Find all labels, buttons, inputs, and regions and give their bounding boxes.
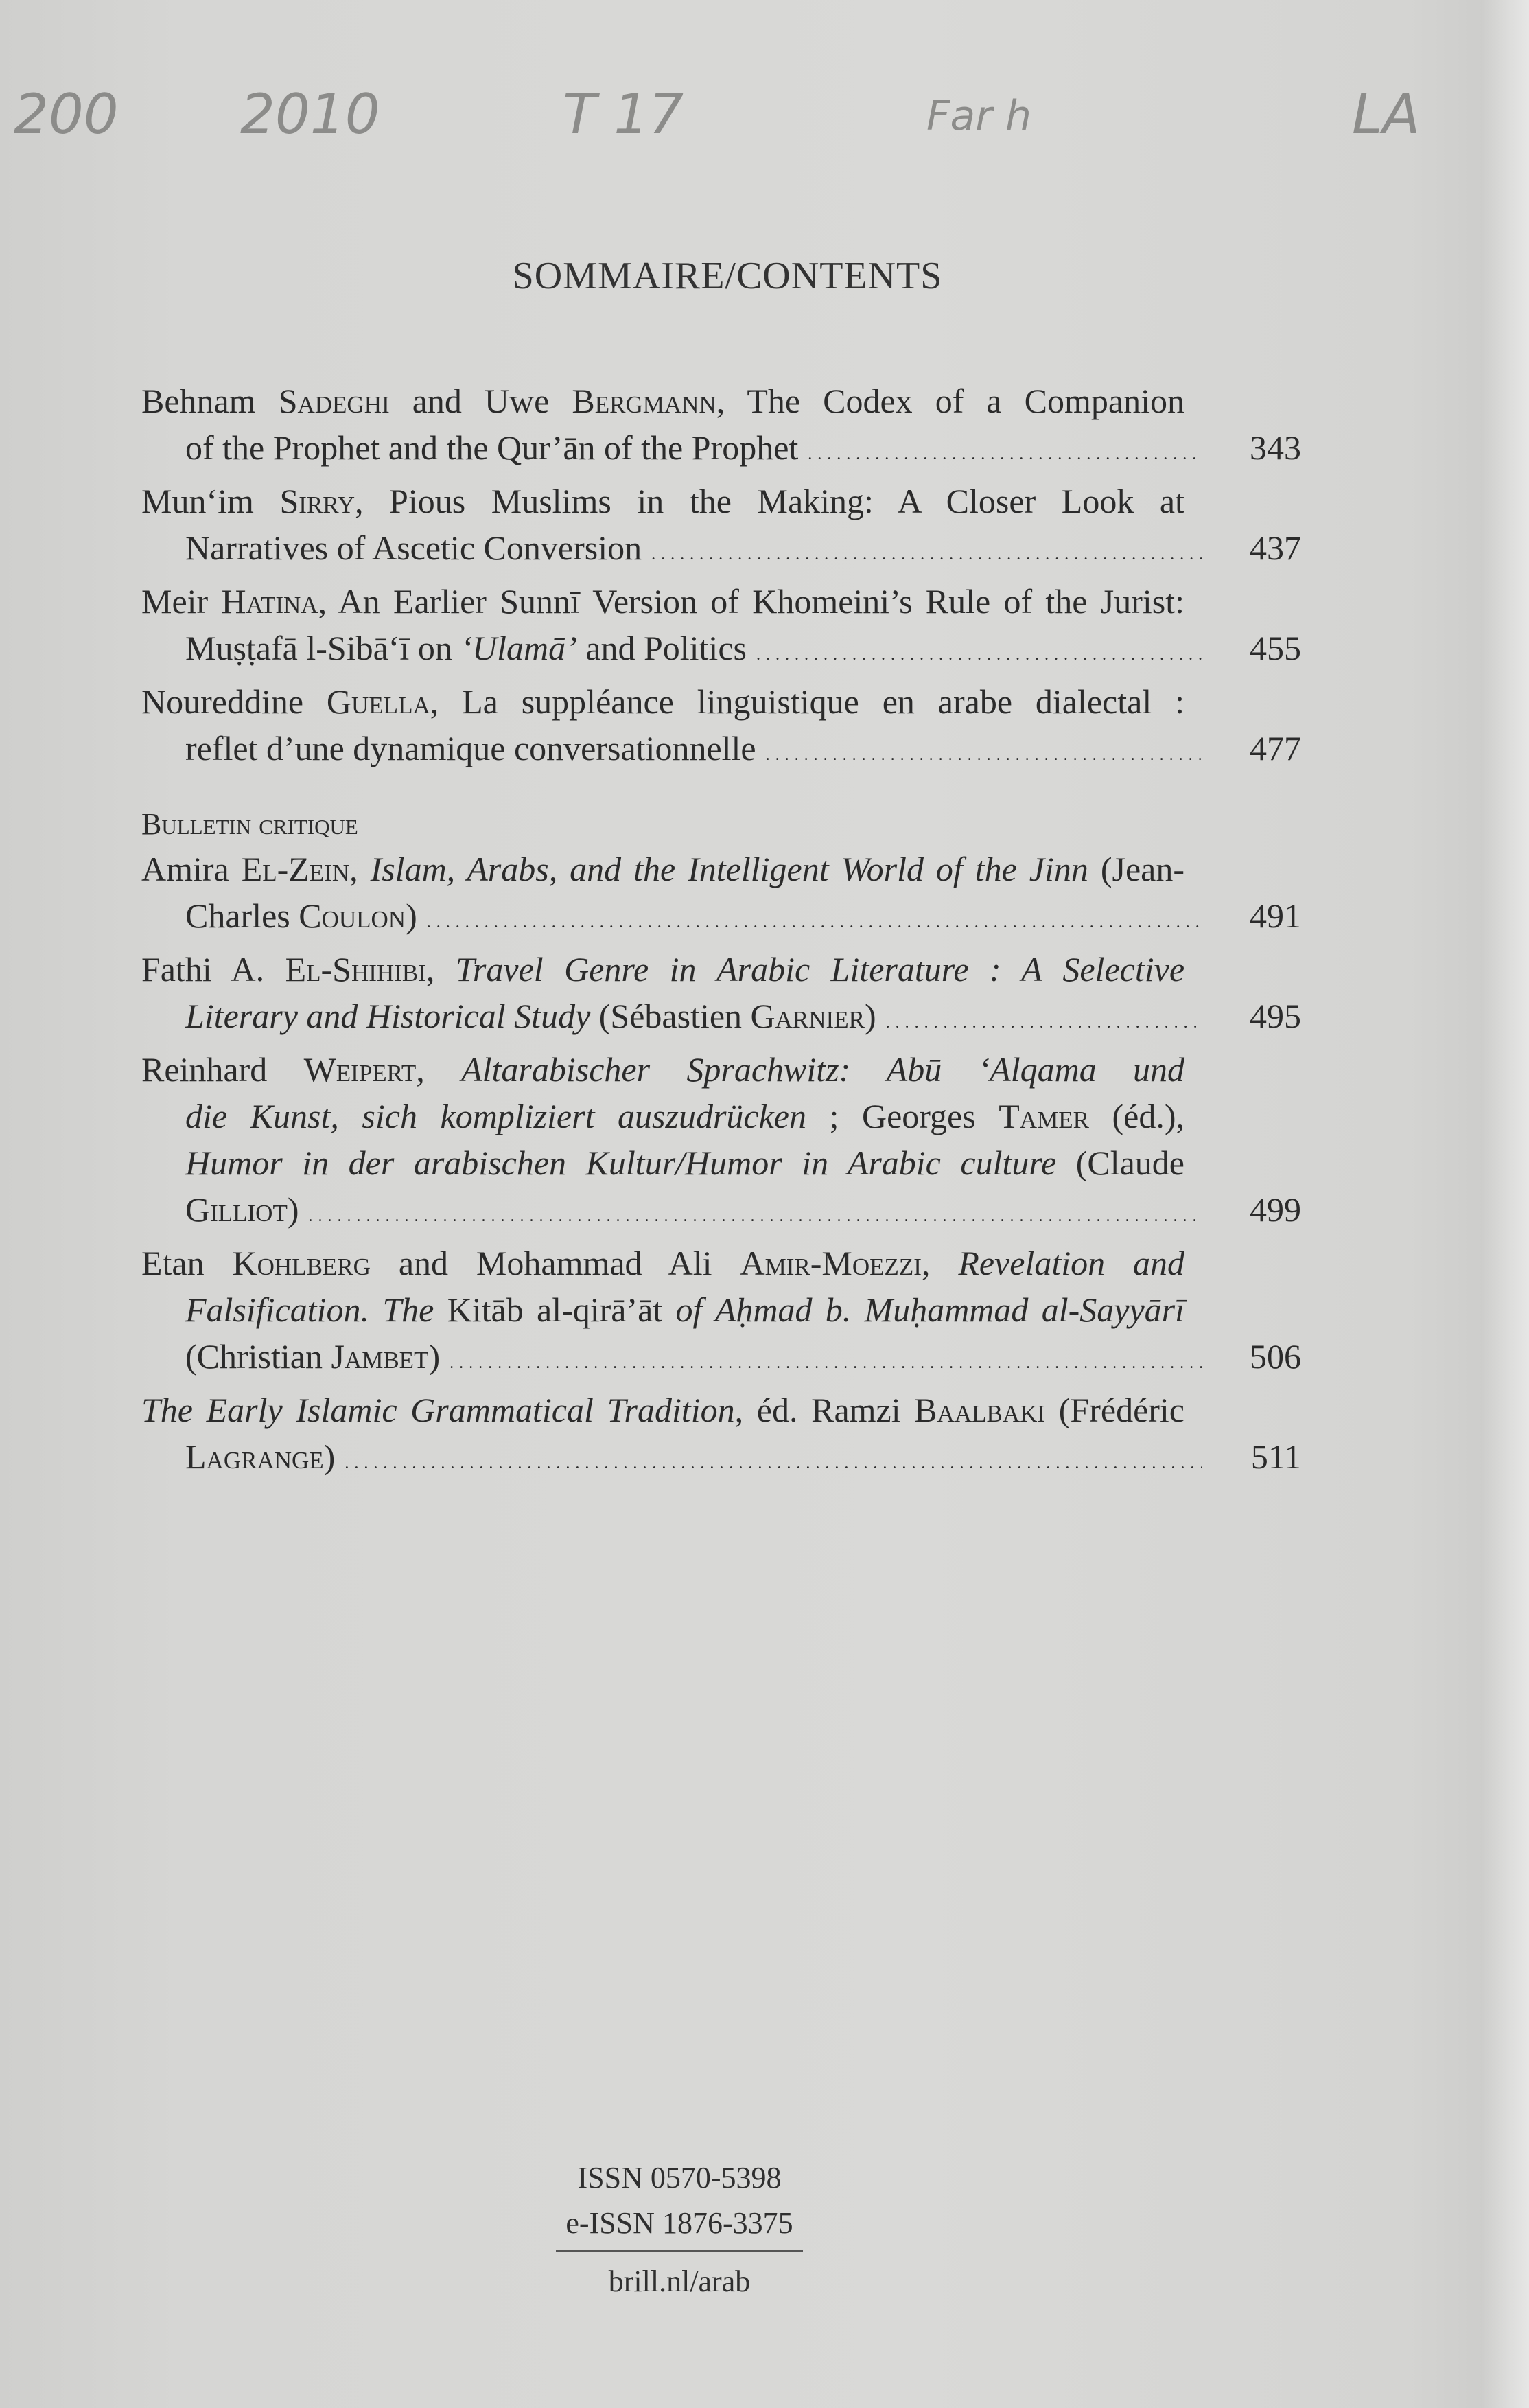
toc-entry[interactable]: Fathi A. El-Shihibi, Travel Genre in Arabic Literature : A Selective Literary and Historical Study (Sébastien Garnier) . . . 495 (141, 946, 1301, 1046)
page-number: 495 (1250, 997, 1301, 1035)
toc-entry[interactable]: Etan Kohlberg and Mohammad Ali Amir-Moezzi, Revelation and Falsification. The Kitāb al-qirā’āt of Aḥmad b. Muḥammad al-Sayyārī (Christian Jambet) . . . 506 (141, 1240, 1301, 1387)
page-number: 437 (1250, 529, 1301, 567)
toc-entry[interactable]: Meir Hatina, An Earlier Sunnī Version of Khomeini’s Rule of the Jurist: Muṣṭafā l-Sibā‘ī on ‘Ulamā’ and Politics . . . 455 (141, 578, 1301, 678)
page-number: 491 (1250, 896, 1301, 935)
handwritten-note: 2010 (240, 82, 380, 146)
toc-entry[interactable]: Reinhard Weipert, Altarabischer Sprachwitz: Abū ‘Alqama und die Kunst, sich kompliziert auszudrücken ; Georges Tamer (éd.), Humor in der arabischen Kultur/Humor in Arabic culture (Claude Gilliot) . . . 499 (141, 1046, 1301, 1240)
handwritten-note: T 17 (563, 82, 684, 146)
toc-entry[interactable]: Amira El-Zein, Islam, Arabs, and the Intelligent World of the Jinn (Jean- Charles Coulon) . . . 491 (141, 846, 1301, 946)
handwritten-note: LA (1352, 82, 1421, 146)
page-number: 455 (1250, 629, 1301, 667)
page-number: 499 (1250, 1190, 1301, 1229)
page-title: SOMMAIRE/CONTENTS (512, 255, 943, 297)
toc-entry[interactable]: Mun‘im Sirry, Pious Muslims in the Making: A Closer Look at Narratives of Ascetic Conversion . . . 437 (141, 478, 1301, 578)
scan-edge (1481, 0, 1529, 2408)
page-number: 506 (1250, 1337, 1301, 1376)
handwritten-note: 200 (14, 82, 119, 146)
eissn: e-ISSN 1876-3375 (565, 2206, 793, 2240)
publisher-url[interactable]: brill.nl/arab (608, 2265, 751, 2298)
toc-entry[interactable]: Behnam Sadeghi and Uwe Bergmann, The Codex of a Companion of the Prophet and the Qur’ān of the Prophet . . . 343 (141, 378, 1301, 478)
page-number: 343 (1250, 428, 1301, 467)
publication-footer (535, 2155, 824, 2304)
footer-divider (556, 2250, 803, 2252)
toc-entry[interactable]: Noureddine Guella, La suppléance linguistique en arabe dialectal : reflet d’une dynamique conversationnelle . . . 477 (141, 678, 1301, 778)
page-number: 477 (1250, 729, 1301, 767)
handwritten-note: Far h (926, 92, 1032, 140)
bulletin-critique (141, 803, 1301, 1487)
section-heading: Bulletin critique (141, 807, 358, 841)
handwritten-notes (14, 82, 1496, 158)
issn: ISSN 0570-5398 (577, 2161, 782, 2195)
page-number: 511 (1250, 1437, 1301, 1476)
toc-entry[interactable]: The Early Islamic Grammatical Tradition, éd. Ramzi Baalbaki (Frédéric Lagrange) . . . 511 (141, 1387, 1301, 1487)
articles-list (141, 378, 1301, 778)
